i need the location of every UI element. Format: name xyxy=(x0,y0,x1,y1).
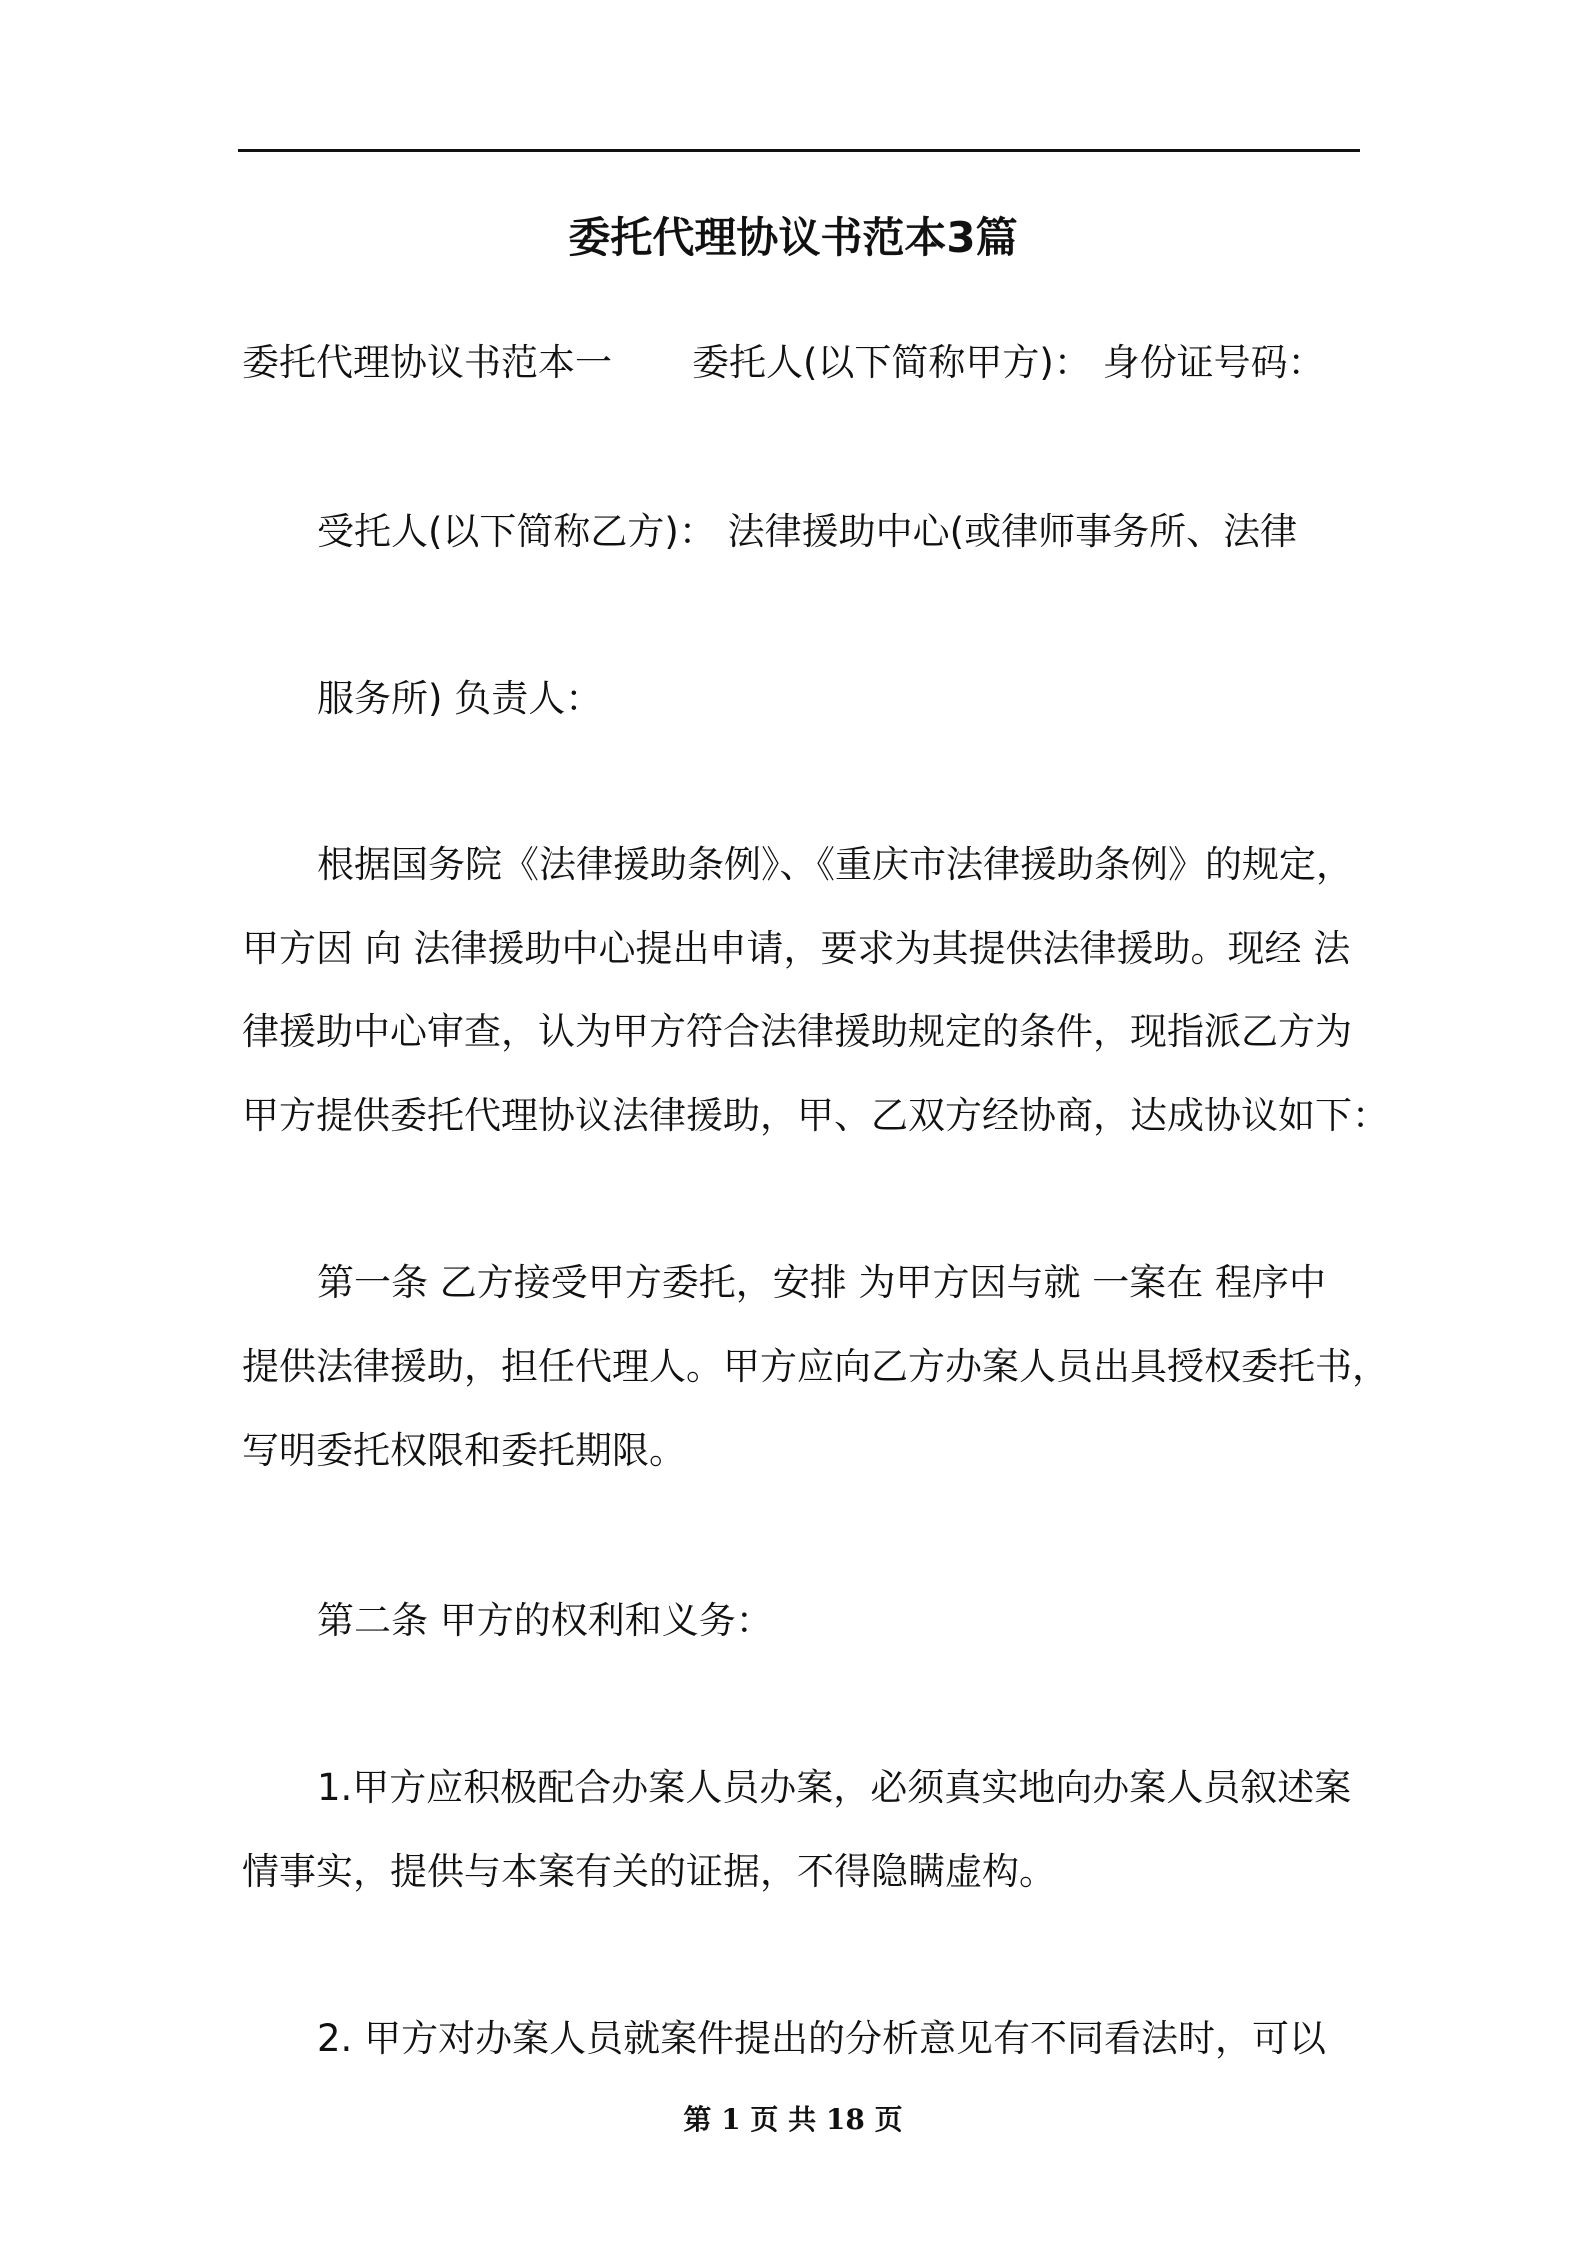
section-heading: 委托代理协议书范本一 xyxy=(242,341,612,384)
text-line: 根据国务院《法律援助条例》、《重庆市法律援助条例》的规定， xyxy=(317,843,1353,886)
text-line: 服务所) 负责人： xyxy=(317,677,603,720)
text-line: 第一条 乙方接受甲方委托，安排 为甲方因与就 一案在 程序中 xyxy=(317,1261,1327,1304)
text-line: 第二条 甲方的权利和义务： xyxy=(317,1599,773,1642)
page-number-footer: 第 1 页 共 18 页 xyxy=(683,2103,903,2136)
text-line: 律援助中心审查，认为甲方符合法律援助规定的条件，现指派乙方为 xyxy=(242,1010,1352,1053)
text-line: 提供法律援助，担任代理人。甲方应向乙方办案人员出具授权委托书， xyxy=(242,1345,1389,1388)
text-line: 甲方因 向 法律援助中心提出申请，要求为其提供法律援助。现经 法 xyxy=(242,927,1351,970)
text-line: 甲方提供委托代理协议法律援助，甲、乙双方经协商，达成协议如下： xyxy=(242,1094,1389,1137)
text-line: 情事实，提供与本案有关的证据，不得隐瞒虚构。 xyxy=(242,1850,1056,1893)
text-line: 1.甲方应积极配合办案人员办案，必须真实地向办案人员叙述案 xyxy=(317,1766,1352,1809)
header-rule xyxy=(238,149,1360,152)
document-title: 委托代理协议书范本3篇 xyxy=(568,213,1018,262)
text-line: 2. 甲方对办案人员就案件提出的分析意见有不同看法时，可以 xyxy=(317,2017,1327,2060)
text-line: 写明委托权限和委托期限。 xyxy=(242,1429,686,1472)
text-line: 受托人(以下简称乙方)： 法律援助中心(或律师事务所、法律 xyxy=(317,510,1298,553)
text-line: 委托人(以下简称甲方)： 身份证号码： xyxy=(692,341,1325,384)
